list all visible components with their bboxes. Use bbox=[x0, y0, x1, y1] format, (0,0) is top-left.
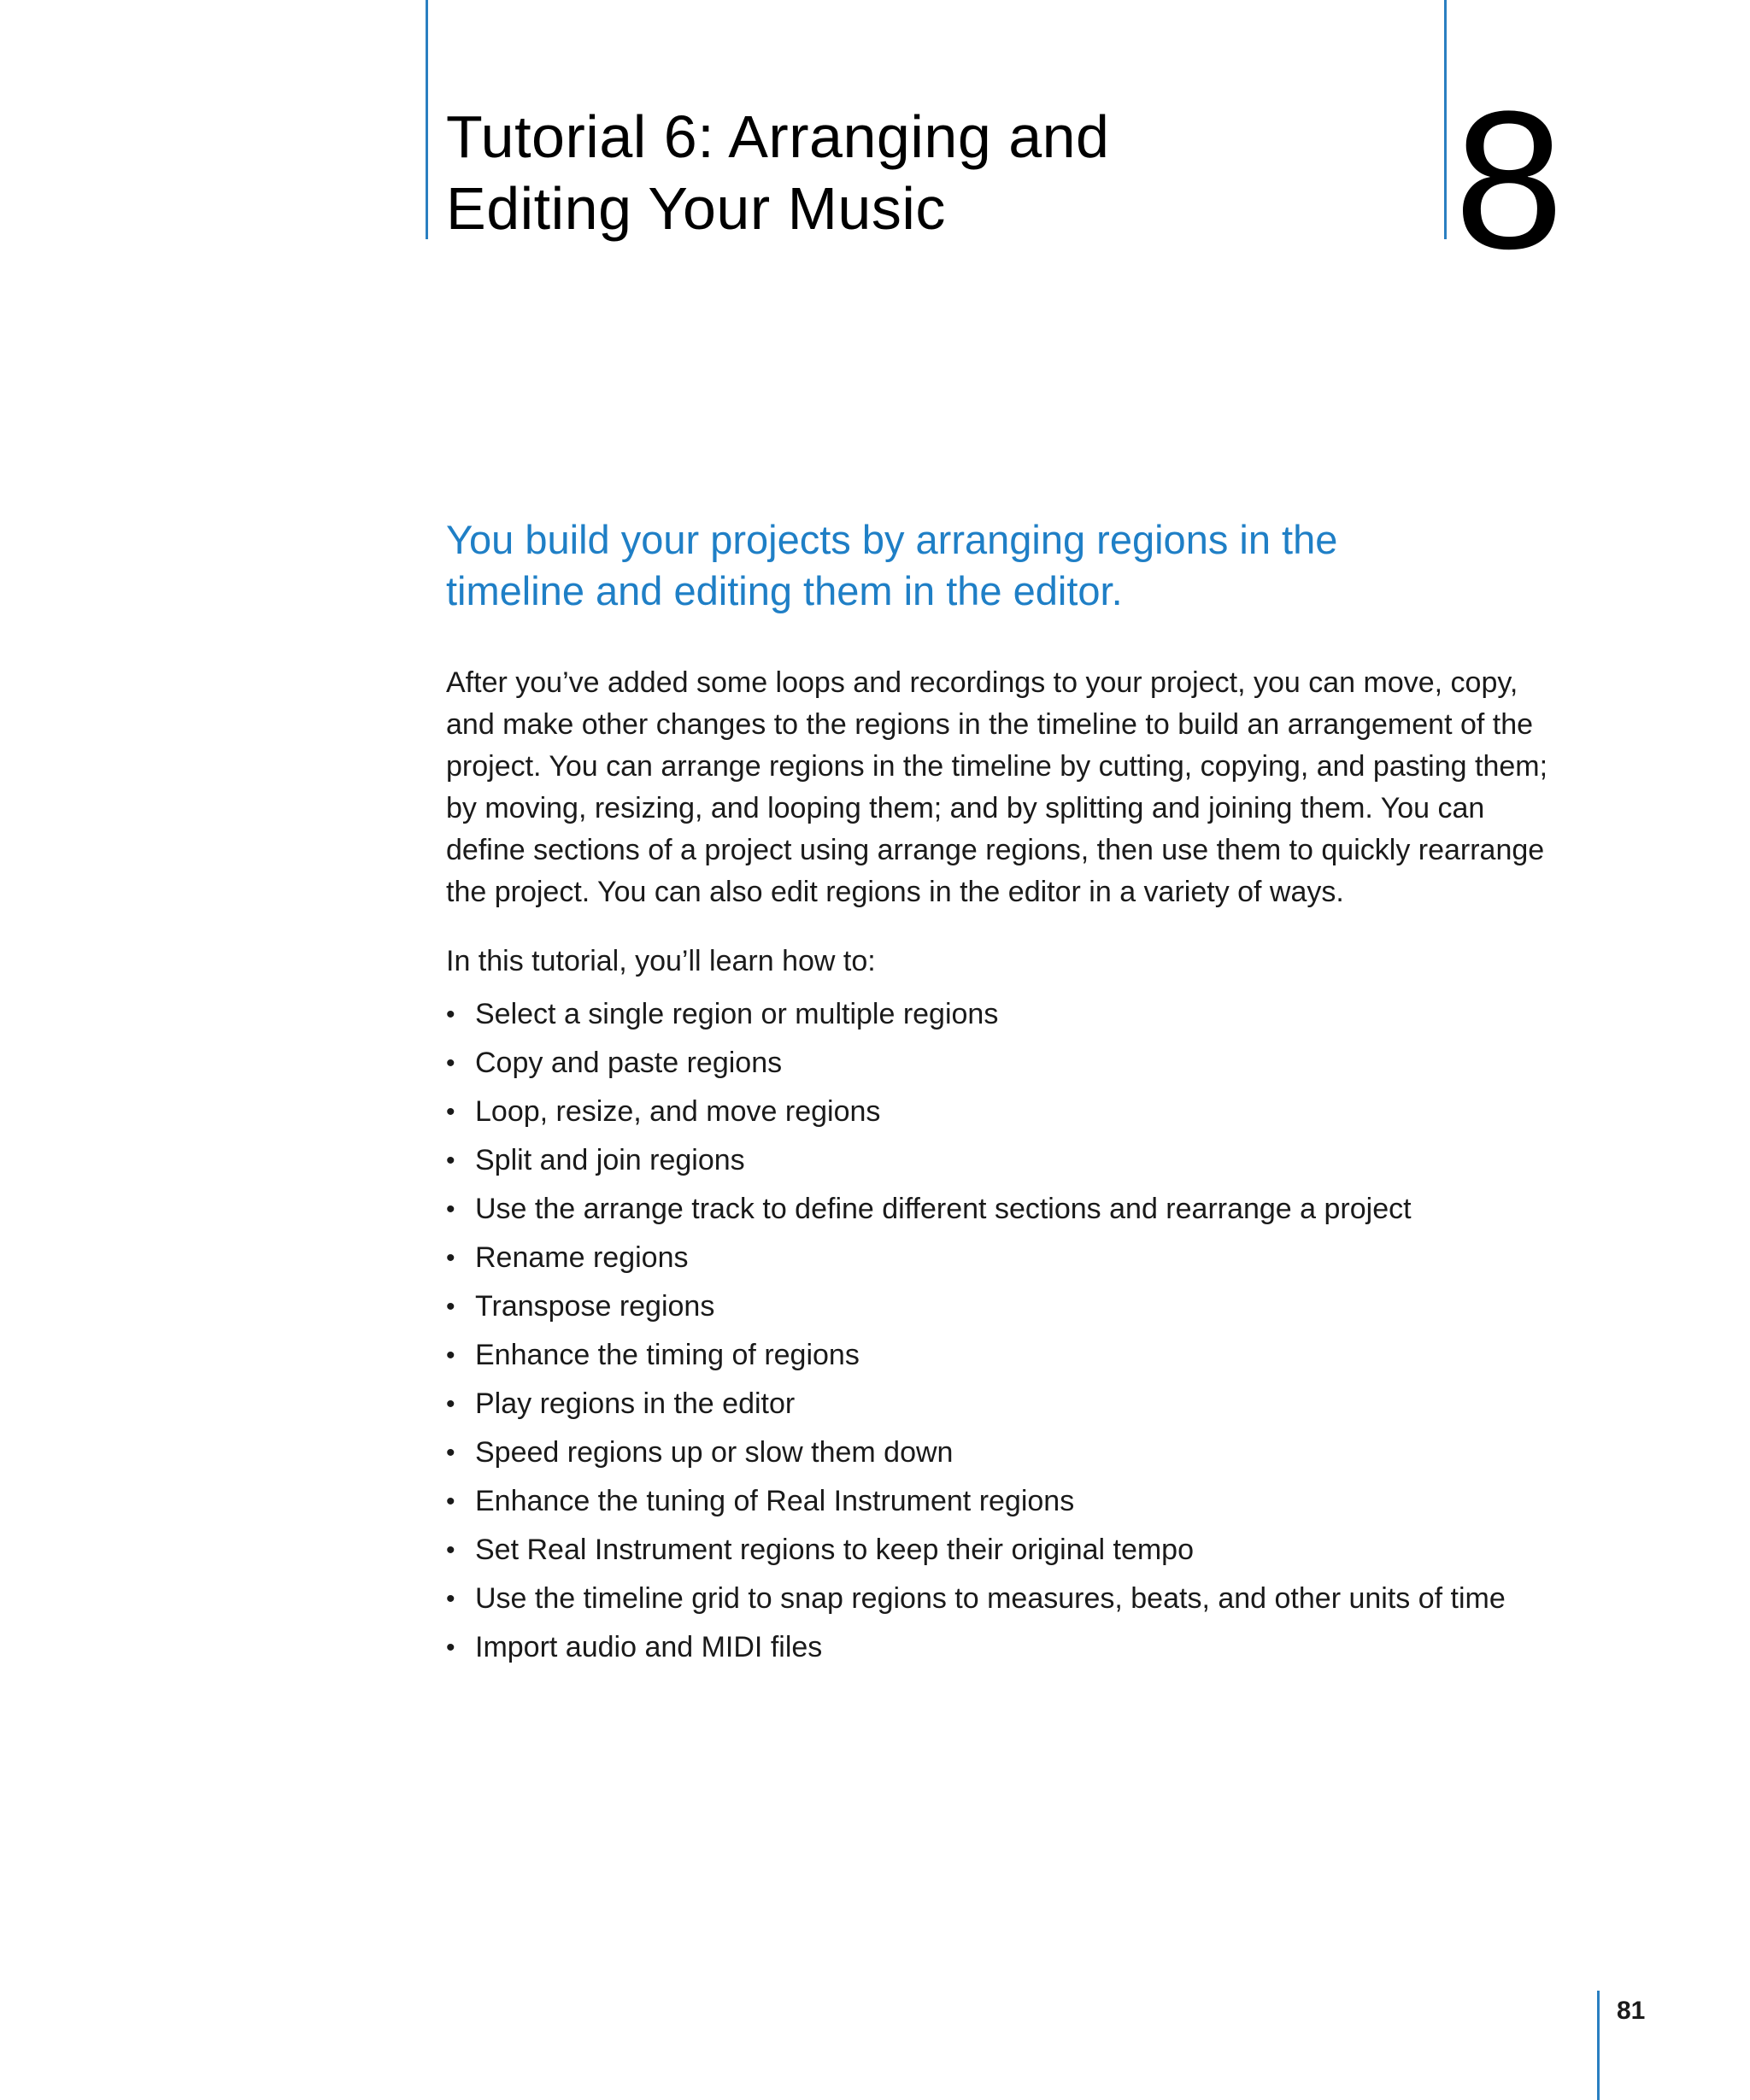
intro-line: project. You can arrange regions in the timeline by cutting, copying, and pasting them; bbox=[446, 750, 1548, 783]
bullet-glyph: • bbox=[446, 1634, 455, 1662]
bullet-glyph: • bbox=[446, 1244, 455, 1272]
intro-line: the project. You can also edit regions in the editor in a variety of ways. bbox=[446, 876, 1344, 908]
bullet-glyph: • bbox=[446, 1049, 455, 1077]
lede-heading bbox=[446, 514, 1557, 617]
list-item bbox=[446, 1282, 1591, 1331]
footer-rule bbox=[1597, 1991, 1600, 2100]
list-item-text: Speed regions up or slow them down bbox=[475, 1436, 954, 1469]
list-item-text: Transpose regions bbox=[475, 1290, 715, 1323]
list-item bbox=[446, 1331, 1591, 1380]
list-item bbox=[446, 1575, 1591, 1623]
bullet-glyph: • bbox=[446, 1390, 455, 1418]
list-item bbox=[446, 1428, 1591, 1477]
bullet-glyph: • bbox=[446, 1098, 455, 1126]
lede-line-1: You build your projects by arranging regions in the bbox=[446, 517, 1338, 562]
intro-line: and make other changes to the regions in the timeline to build an arrangement of the bbox=[446, 708, 1534, 741]
chapter-title-line-1: Tutorial 6: Arranging and bbox=[446, 103, 1110, 170]
bullet-glyph: • bbox=[446, 1341, 455, 1370]
list-item bbox=[446, 1039, 1591, 1088]
list-item-text: Enhance the timing of regions bbox=[475, 1339, 860, 1371]
bullet-glyph: • bbox=[446, 1195, 455, 1223]
lede-line-2: timeline and editing them in the editor. bbox=[446, 568, 1123, 613]
list-item bbox=[446, 1380, 1591, 1428]
list-item-text: Select a single region or multiple regions bbox=[475, 998, 999, 1030]
bullet-glyph: • bbox=[446, 1536, 455, 1564]
list-item-text: Loop, resize, and move regions bbox=[475, 1095, 881, 1128]
chapter-rule-right bbox=[1444, 0, 1447, 239]
list-lead: In this tutorial, you’ll learn how to: bbox=[446, 945, 876, 977]
learning-objectives-list bbox=[446, 990, 1591, 1672]
list-item bbox=[446, 990, 1591, 1039]
intro-line: by moving, resizing, and looping them; and by splitting and joining them. You can bbox=[446, 792, 1485, 824]
list-item-text: Use the timeline grid to snap regions to measures, beats, and other units of time bbox=[475, 1582, 1506, 1615]
list-item bbox=[446, 1136, 1591, 1185]
bullet-glyph: • bbox=[446, 1487, 455, 1516]
bullet-glyph: • bbox=[446, 1293, 455, 1321]
bullet-glyph: • bbox=[446, 1439, 455, 1467]
list-item-text: Enhance the tuning of Real Instrument regions bbox=[475, 1485, 1075, 1517]
list-item-text: Import audio and MIDI files bbox=[475, 1631, 823, 1663]
bullet-glyph: • bbox=[446, 1000, 455, 1029]
list-item bbox=[446, 1088, 1591, 1136]
list-item-text: Use the arrange track to define different sections and rearrange a project bbox=[475, 1193, 1412, 1225]
list-item bbox=[446, 1623, 1591, 1672]
page-number: 81 bbox=[1617, 1997, 1646, 2025]
intro-line: define sections of a project using arrange regions, then use them to quickly rearrange bbox=[446, 834, 1545, 866]
list-item-text: Rename regions bbox=[475, 1241, 689, 1274]
chapter-title-line-2: Editing Your Music bbox=[446, 175, 946, 242]
bullet-glyph: • bbox=[446, 1585, 455, 1613]
list-item-text: Split and join regions bbox=[475, 1144, 745, 1176]
list-item bbox=[446, 1234, 1591, 1282]
bullet-glyph: • bbox=[446, 1147, 455, 1175]
chapter-title bbox=[446, 101, 1403, 244]
chapter-rule-left bbox=[426, 0, 428, 239]
list-item bbox=[446, 1526, 1591, 1575]
list-item-text: Play regions in the editor bbox=[475, 1387, 796, 1420]
list-item-text: Copy and paste regions bbox=[475, 1047, 783, 1079]
list-item-text: Set Real Instrument regions to keep their original tempo bbox=[475, 1534, 1195, 1566]
chapter-number: 8 bbox=[1454, 70, 1564, 290]
list-item bbox=[446, 1185, 1591, 1234]
intro-line: After you’ve added some loops and recordings to your project, you can move, copy, bbox=[446, 666, 1518, 699]
list-item bbox=[446, 1477, 1591, 1526]
intro-paragraph bbox=[446, 662, 1583, 913]
